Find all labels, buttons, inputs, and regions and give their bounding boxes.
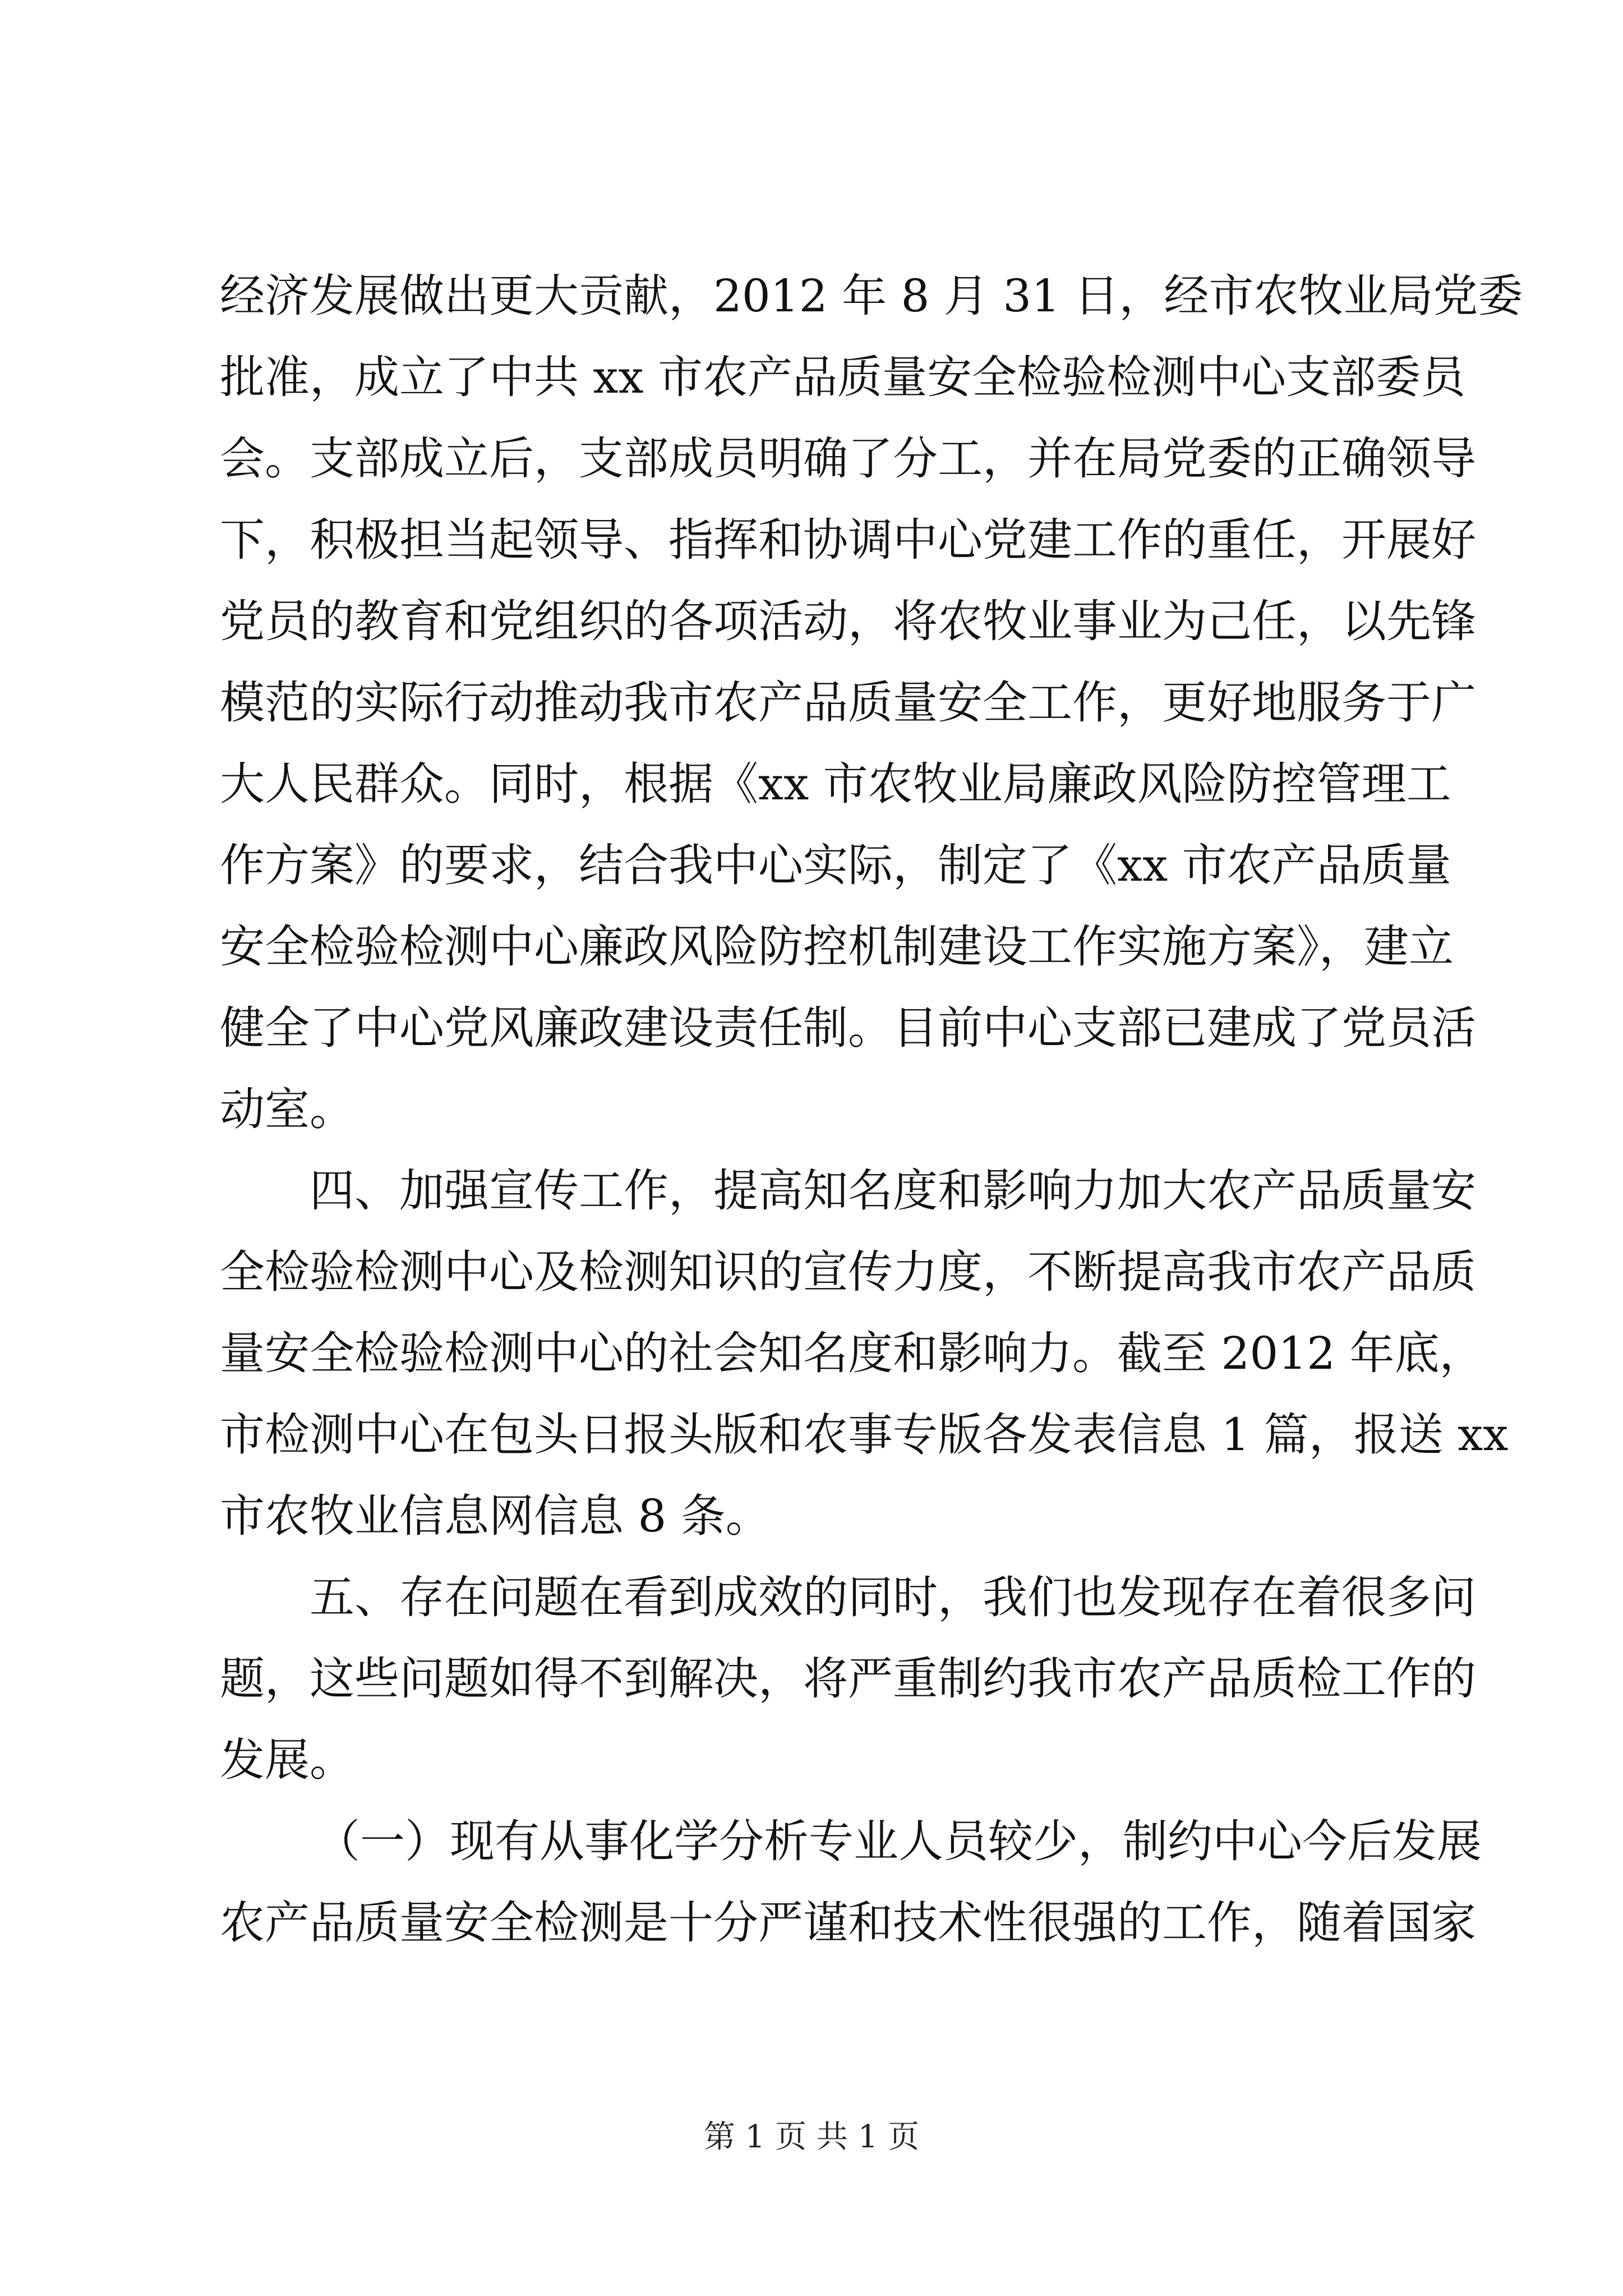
text-line: 安全检验检测中心廉政风险防控机制建设工作实施方案》，建立 xyxy=(220,921,1454,973)
text-line: 批准，成立了中共 xx 市农产品质量安全检验检测中心支部委员 xyxy=(220,351,1466,403)
text-line: 下，积极担当起领导、指挥和协调中心党建工作的重任，开展好 xyxy=(220,514,1476,566)
text-line: 模范的实际行动推动我市农产品质量安全工作，更好地服务于广 xyxy=(220,677,1476,729)
page-footer xyxy=(0,2118,1623,2157)
text-line: 健全了中心党风廉政建设责任制。目前中心支部已建成了党员活 xyxy=(220,1002,1476,1054)
text-line: 市农牧业信息网信息 8 条。 xyxy=(220,1490,771,1542)
text-line: 市检测中心在包头日报头版和农事专版各发表信息 1 篇，报送 xx xyxy=(220,1409,1509,1461)
paragraph-heading-line: 四、加强宣传工作，提高知名度和影响力加大农产品质量安 xyxy=(310,1165,1476,1217)
text-line: 大人民群众。同时，根据《xx 市农牧业局廉政风险防控管理工 xyxy=(220,758,1451,810)
text-line: 发展。 xyxy=(220,1734,354,1786)
page-number-label: 第 1 页 共 1 页 xyxy=(703,2119,920,2155)
text-line: 量安全检验检测中心的社会知名度和影响力。截至 2012 年底， xyxy=(220,1327,1484,1379)
text-line: 经济发展做出更大贡献，2012 年 8 月 31 日，经市农牧业局党委 xyxy=(220,270,1523,322)
document-body xyxy=(220,255,1523,1963)
text-line: 动室。 xyxy=(220,1083,354,1135)
text-line: 农产品质量安全检测是十分严谨和技术性很强的工作，随着国家 xyxy=(220,1897,1476,1949)
text-line: 会。支部成立后，支部成员明确了分工，并在局党委的正确领导 xyxy=(220,432,1476,485)
paragraph-heading-line: 五、存在问题在看到成效的同时，我们也发现存在着很多问 xyxy=(310,1571,1476,1623)
text-line: 党员的教育和党组织的各项活动，将农牧业事业为己任，以先锋 xyxy=(220,595,1476,647)
text-line: 题，这些问题如得不到解决，将严重制约我市农产品质检工作的 xyxy=(220,1653,1476,1705)
text-line: 全检验检测中心及检测知识的宣传力度，不断提高我市农产品质 xyxy=(220,1246,1476,1298)
subheading-line: （一）现有从事化学分析专业人员较少，制约中心今后发展 xyxy=(315,1815,1482,1867)
text-line: 作方案》的要求，结合我中心实际，制定了《xx 市农产品质量 xyxy=(220,839,1451,891)
